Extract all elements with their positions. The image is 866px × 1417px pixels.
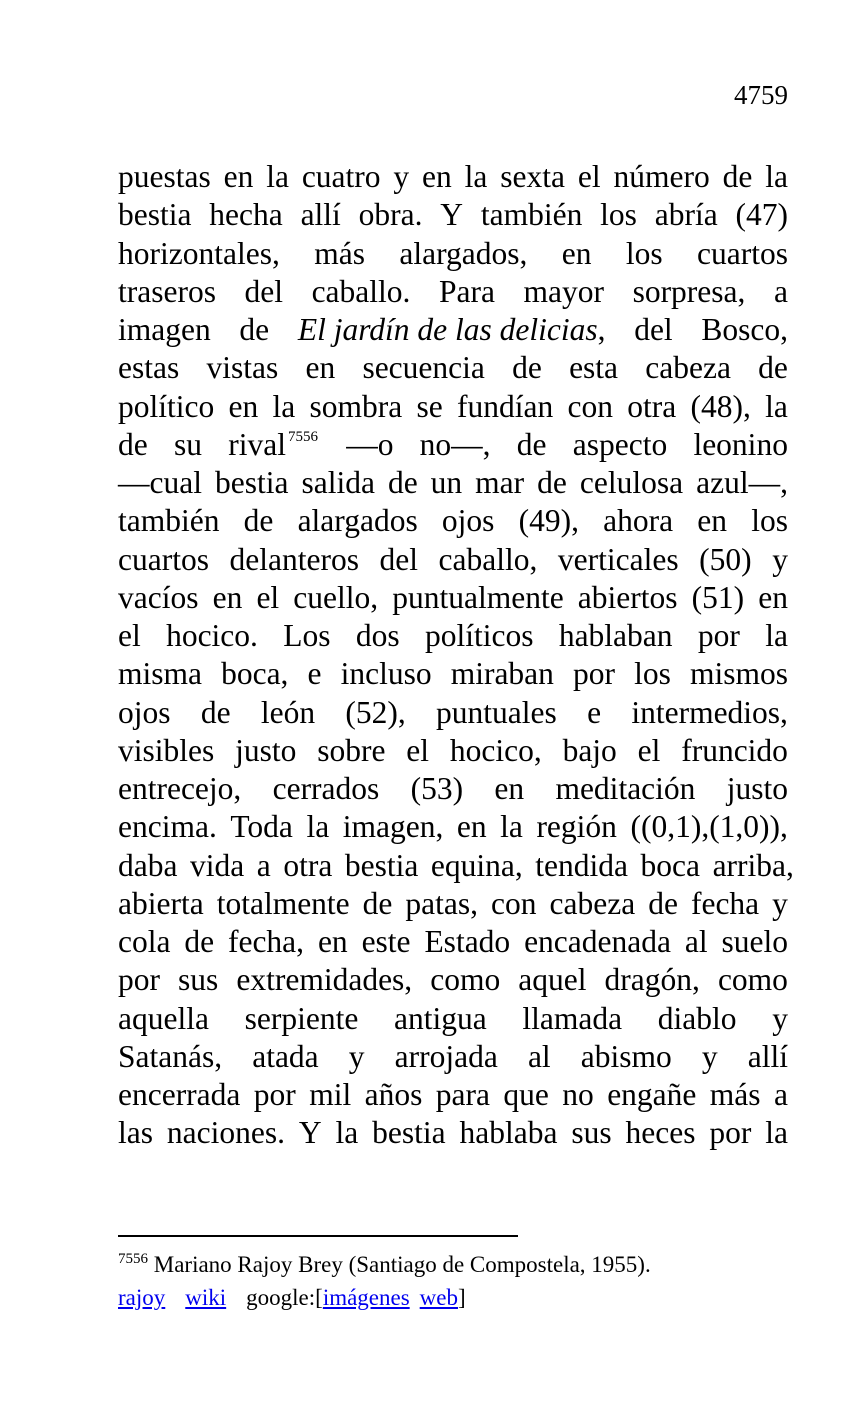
link-google-images[interactable]: imágenes xyxy=(322,1285,410,1310)
link-google-web[interactable]: web xyxy=(419,1285,458,1310)
footnote-text-line xyxy=(118,1250,798,1283)
text-line: encerrada por mil años para que no engañe más a xyxy=(118,1077,788,1112)
text-line: cuartos delanteros del caballo, verticales (50) y xyxy=(118,541,788,577)
text-line: político en la sombra se fundían con otra (48), la xyxy=(118,388,788,424)
text-line: Satanás, atada y arrojada al abismo y allí xyxy=(118,1038,788,1074)
text-line: las naciones. Y la bestia hablaba sus heces por la xyxy=(118,1115,788,1151)
footnote-reference: 7556 xyxy=(287,428,318,445)
text-line: de su rival $^{7556}$ —o no—, de aspecto leonino xyxy=(118,426,788,462)
text-line: vacíos en el cuello, puntualmente abiertos (51) en xyxy=(118,579,788,615)
text-line: abierta totalmente de patas, con cabeza de fecha y xyxy=(118,885,788,921)
text-line: horizontales, más alargados, en los cuartos xyxy=(118,235,788,271)
text-line: puestas en la cuatro y en la sexta el número de la xyxy=(118,159,788,194)
page-number: 4759 xyxy=(734,80,788,110)
footnote-links xyxy=(118,1283,798,1312)
text-line: entrecejo, cerrados (53) en meditación justo xyxy=(118,771,788,806)
text-line: imagen de El jardín de las delicias, del Bosco, xyxy=(118,312,788,347)
text-line: el hocico. Los dos políticos hablaban por la xyxy=(118,618,788,653)
text-line: cola de fecha, en este Estado encadenada al suelo xyxy=(118,924,788,959)
text-line: —cual bestia salida de un mar de celulosa azul—, xyxy=(118,465,788,500)
footnote-text: Mariano Rajoy Brey (Santiago de Compostela, 1955). xyxy=(153,1252,651,1277)
footnote-divider xyxy=(118,1235,518,1237)
text-line: estas vistas en secuencia de esta cabeza de xyxy=(118,350,788,386)
footnote xyxy=(118,1250,798,1312)
text-line: encima. Toda la imagen, en la región ((0,1),(1,0)), xyxy=(118,809,788,845)
text-line: traseros del caballo. Para mayor sorpresa, a xyxy=(118,273,788,309)
google-label: google:[ xyxy=(246,1285,323,1310)
google-close-bracket: ] xyxy=(458,1285,466,1310)
text-line: aquella serpiente antigua llamada diablo y xyxy=(118,1000,788,1036)
text-line: bestia hecha allí obra. Y también los abría (47) xyxy=(118,197,788,233)
link-wiki[interactable]: wiki xyxy=(185,1285,227,1310)
text-line: daba vida a otra bestia equina, tendida boca arriba, xyxy=(118,847,794,883)
text-line: también de alargados ojos (49), ahora en los xyxy=(118,503,788,539)
text-line: por sus extremidades, como aquel dragón, como xyxy=(118,962,788,998)
artwork-title: El jardín de las delicias xyxy=(297,312,598,347)
link-rajoy[interactable]: rajoy xyxy=(118,1285,166,1310)
footnote-number: 7556 xyxy=(118,1251,148,1267)
body-text xyxy=(118,158,794,1153)
text-line: misma boca, e incluso miraban por los mismos xyxy=(118,656,788,692)
text-line: ojos de león (52), puntuales e intermedios, xyxy=(118,694,788,730)
text-line: visibles justo sobre el hocico, bajo el fruncido xyxy=(118,732,788,768)
